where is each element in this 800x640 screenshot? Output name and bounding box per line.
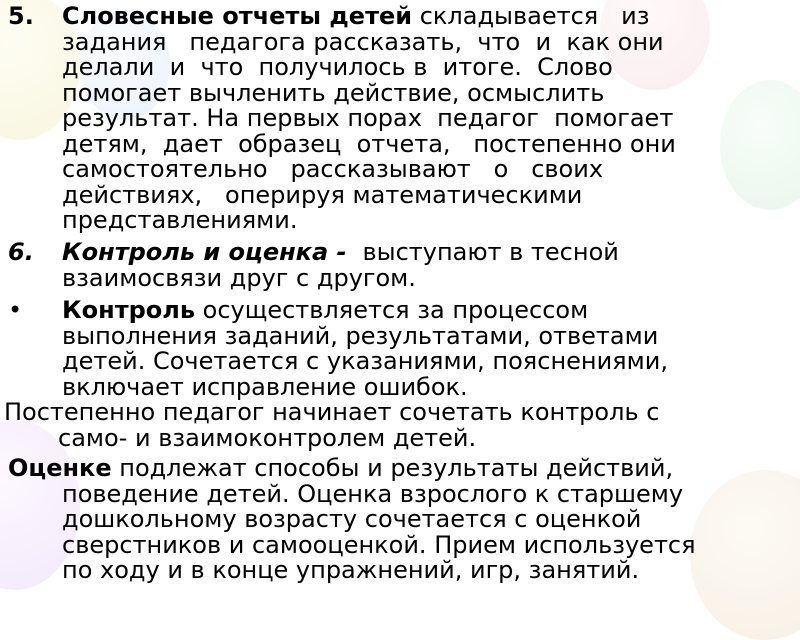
item-lead: Контроль bbox=[62, 296, 196, 324]
text-line: само- и взаимоконтролем детей. bbox=[58, 423, 477, 452]
paragraph-control-note bbox=[4, 400, 794, 451]
text-line: результат. На первых порах педагог помогает bbox=[62, 104, 674, 132]
list-item-text bbox=[62, 240, 792, 291]
text-line: взаимосвязи друг с другом. bbox=[62, 263, 416, 292]
text-line: по ходу и в конце упражнений, игр, занятий. bbox=[62, 556, 640, 584]
paragraph-lead: Оценке bbox=[8, 454, 112, 482]
list-number: 5. bbox=[8, 2, 34, 30]
item-lead: Словесные отчеты детей bbox=[62, 2, 413, 30]
text-line: включает исправление ошибок. bbox=[62, 372, 468, 401]
text-line: детей. Сочетается с указаниями, пояснениями, bbox=[62, 347, 668, 375]
text-line: дошкольному возрасту сочетается с оценкой bbox=[62, 505, 642, 533]
item-line-rest: осуществляется за процессом bbox=[195, 296, 589, 324]
text-line: детям, дает образец отчета, постепенно они bbox=[62, 129, 676, 158]
item-line-rest: выступают в тесной bbox=[354, 238, 619, 266]
text-line: поведение детей. Оценка взрослого к старшему bbox=[62, 479, 684, 508]
paragraph-evaluation bbox=[8, 456, 798, 584]
bullet-marker: • bbox=[8, 296, 23, 324]
list-item-text bbox=[62, 4, 792, 234]
text-line: Постепенно педагог начинает сочетать контроль с bbox=[4, 398, 660, 426]
item-lead: Контроль и оценка - bbox=[62, 238, 355, 266]
paragraph-line-rest: подлежат способы и результаты действий, bbox=[111, 454, 674, 482]
item-line-rest: складывается из bbox=[412, 2, 650, 30]
text-line: делали и что получилось в итоге. Слово bbox=[62, 53, 613, 81]
text-line: помогает вычленить действие, осмыслить bbox=[62, 78, 605, 107]
text-line: представлениями. bbox=[62, 206, 298, 234]
bullet-item-text bbox=[62, 298, 792, 400]
list-number: 6. bbox=[8, 238, 34, 266]
text-line: сверстников и самооценкой. Прием используется bbox=[62, 530, 696, 559]
text-line: самостоятельно рассказывают о своих bbox=[62, 155, 604, 183]
text-line: задания педагога рассказать, что и как они bbox=[62, 27, 664, 56]
text-line: выполнения заданий, результатами, ответами bbox=[62, 321, 659, 350]
text-line: действиях, оперируя математическими bbox=[62, 180, 583, 209]
